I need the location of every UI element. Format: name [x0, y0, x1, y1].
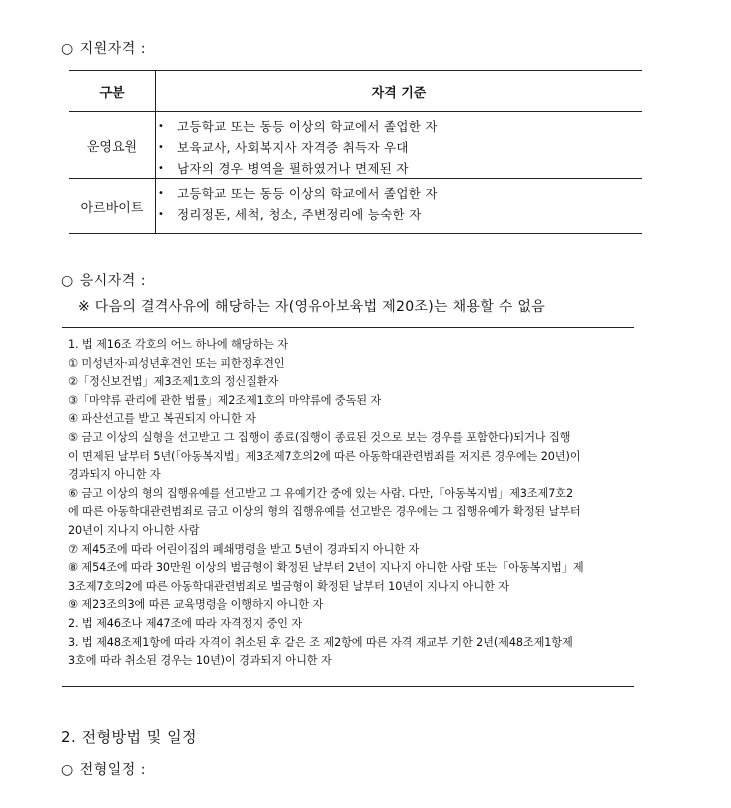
- disqualification-line: 20년이 지나지 아니한 사람: [68, 523, 200, 537]
- disqualification-line: ⑧ 제54조에 따라 30만원 이상의 벌금형이 확정된 날부터 2년이 지나지 아니한 사람 또는「아동복지법」제: [68, 561, 584, 575]
- section-title: 전형일정 :: [79, 762, 146, 778]
- requirement-item: • 고등학교 또는 동등 이상의 학교에서 졸업한 자: [156, 116, 642, 137]
- section-schedule-heading: [61, 759, 146, 779]
- table-header-row: [69, 70, 642, 112]
- header-criteria: 자격 기준: [371, 85, 427, 101]
- bullet-icon: •: [158, 209, 165, 220]
- row-category: 아르바이트: [69, 179, 156, 233]
- disqualification-line: 경과되지 아니한 자: [68, 468, 161, 482]
- disqualification-box: [62, 327, 634, 687]
- section-eligibility-heading: [61, 270, 146, 290]
- section-qualification-heading: [61, 38, 146, 58]
- requirement-item: • 보육교사, 사회복지사 자격증 취득자 우대: [156, 137, 642, 158]
- requirement-item: • 남자의 경우 병역을 필하였거나 면제된 자: [156, 158, 642, 179]
- row-requirements: [156, 112, 642, 178]
- disqualification-line: ⑦ 제45조에 따라 어린이집의 폐쇄명령을 받고 5년이 경과되지 아니한 자: [68, 542, 420, 556]
- disqualification-line: 1. 법 제16조 각호의 어느 하나에 해당하는 자: [68, 338, 289, 351]
- header-category: 구분: [69, 71, 156, 111]
- row-category: 운영요원: [69, 112, 156, 178]
- bullet-icon: •: [158, 188, 165, 199]
- bullet-icon: •: [158, 142, 165, 153]
- circle-marker: ○: [61, 762, 74, 778]
- disqualification-line: ⑥ 금고 이상의 형의 집행유예를 선고받고 그 유예기간 중에 있는 사람. 다만,「아동복지법」제3조제7호2: [68, 486, 573, 500]
- section-title: 응시자격 :: [79, 273, 146, 289]
- disqualification-line: ① 미성년자·피성년후견인 또는 피한정후견인: [68, 356, 285, 370]
- requirement-item: • 고등학교 또는 동등 이상의 학교에서 졸업한 자: [156, 183, 642, 204]
- table-row: [69, 179, 642, 234]
- disqualification-line: 2. 법 제46조나 제47조에 따라 자격정지 중인 자: [68, 616, 303, 630]
- disqualification-line: 3호에 따라 취소된 경우는 10년)이 경과되지 아니한 자: [68, 654, 332, 668]
- selection-method-heading: 2. 전형방법 및 일정: [61, 728, 198, 746]
- bullet-icon: •: [158, 163, 165, 174]
- disqualification-line: ②「정신보건법」제3조제1호의 정신질환자: [68, 375, 279, 389]
- disqualification-line: 에 따른 아동학대관련범죄로 금고 이상의 형의 집행유예를 선고받은 경우에는 그 집행유예가 확정된 날부터: [68, 505, 581, 519]
- section-title: 지원자격 :: [79, 41, 146, 57]
- disqualification-line: 3. 법 제48조제1항에 따라 자격이 취소된 후 같은 조 제2항에 따른 자격 재교부 기한 2년(제48조제1항제: [68, 635, 573, 649]
- table-row: [69, 112, 642, 179]
- qualification-table: [69, 70, 642, 234]
- disqualification-line: ⑨ 제23조의3에 따른 교육명령을 이행하지 아니한 자: [68, 598, 324, 612]
- disqualification-line: 3조제7호의2에 따른 아동학대관련범죄로 벌금형이 확정된 날부터 10년이 지나지 아니한 자: [68, 579, 509, 593]
- disqualification-line: 이 면제된 날부터 5년(「아동복지법」제3조제7호의2에 따른 아동학대관련범죄를 저지른 경우에는 20년)이: [68, 449, 581, 463]
- circle-marker: ○: [61, 273, 74, 289]
- disqualification-line: ③「마약류 관리에 관한 법률」제2조제1호의 마약류에 중독된 자: [68, 393, 382, 407]
- disqualification-note: ※ 다음의 결격사유에 해당하는 자(영유아보육법 제20조)는 채용할 수 없음: [78, 299, 546, 315]
- requirement-item: • 정리정돈, 세척, 청소, 주변정리에 능숙한 자: [156, 204, 642, 225]
- disqualification-line: ④ 파산선고를 받고 복권되지 아니한 자: [68, 412, 256, 426]
- bullet-icon: •: [158, 121, 165, 132]
- row-requirements: [156, 179, 642, 233]
- circle-marker: ○: [61, 41, 74, 57]
- disqualification-line: ⑤ 금고 이상의 실형을 선고받고 그 집행이 종료(집행이 종료된 것으로 보는 경우를 포함한다)되거나 집행: [68, 430, 571, 444]
